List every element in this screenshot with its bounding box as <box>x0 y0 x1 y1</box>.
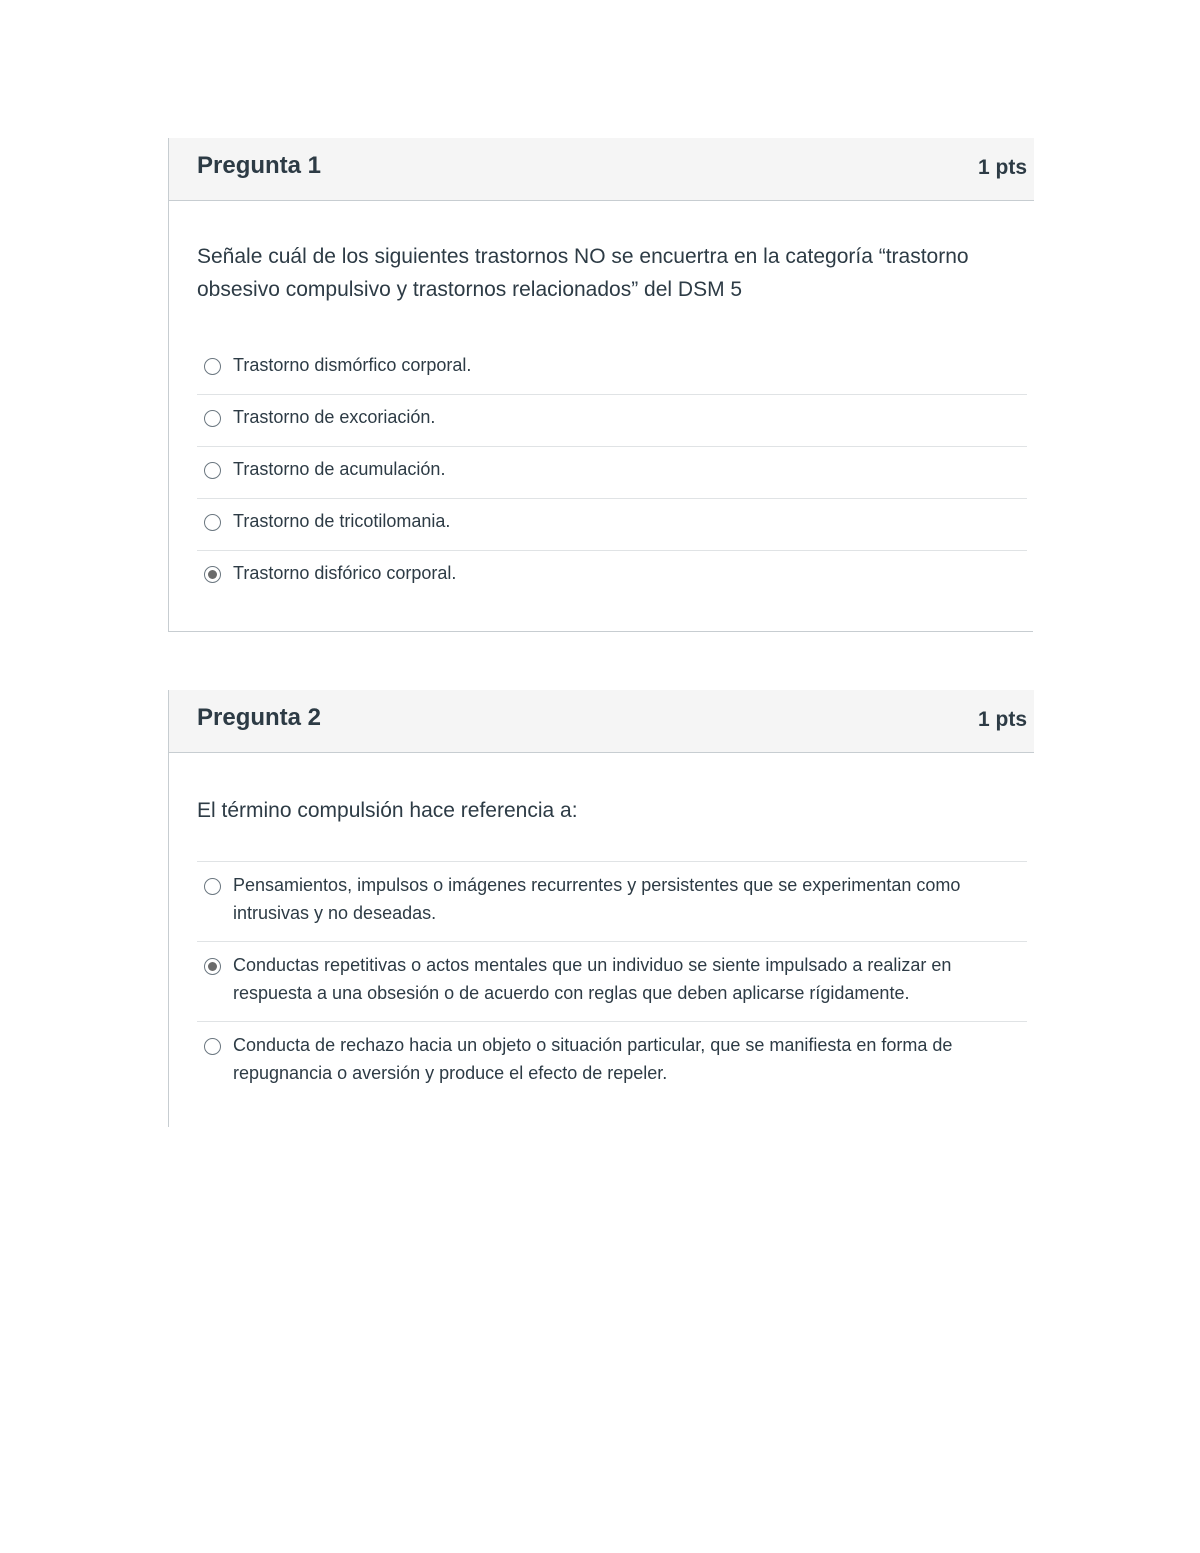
answer-option[interactable] <box>197 498 1027 550</box>
answer-list <box>197 343 1027 602</box>
answer-label: Trastorno de acumulación. <box>233 459 446 479</box>
radio-button[interactable] <box>204 410 221 427</box>
answer-label: Trastorno disfórico corporal. <box>233 563 457 583</box>
answer-option[interactable] <box>197 446 1027 498</box>
question-header <box>169 690 1034 753</box>
question-points: 1 pts <box>977 156 1027 179</box>
radio-button[interactable] <box>204 358 221 375</box>
answer-option[interactable] <box>197 394 1027 446</box>
answer-option[interactable] <box>197 550 1027 602</box>
answer-list <box>197 861 1027 1101</box>
question-text: Señale cuál de los siguientes trastornos NO se encuertra en la categoría “trastorno obsesivo compulsivo y trastornos relacionados” del DSM 5 <box>197 245 969 301</box>
radio-button[interactable] <box>204 462 221 479</box>
answer-option[interactable] <box>197 343 1027 394</box>
answer-label: Trastorno dismórfico corporal. <box>233 355 472 375</box>
radio-button[interactable] <box>204 566 221 583</box>
answer-option[interactable] <box>197 1021 1027 1101</box>
question-title: Pregunta 2 <box>197 704 322 731</box>
radio-button[interactable] <box>204 514 221 531</box>
radio-button[interactable] <box>204 878 221 895</box>
question-title: Pregunta 1 <box>197 152 322 179</box>
answer-label: Pensamientos, impulsos o imágenes recurrentes y persistentes que se experimentan como intrusivas y no deseadas. <box>233 875 961 923</box>
question-points: 1 pts <box>977 708 1027 731</box>
radio-button[interactable] <box>204 958 221 975</box>
question-1 <box>168 138 1033 632</box>
radio-button[interactable] <box>204 1038 221 1055</box>
question-header <box>169 138 1034 201</box>
answer-label: Trastorno de excoriación. <box>233 407 436 427</box>
question-2 <box>168 690 1033 1127</box>
question-text: El término compulsión hace referencia a: <box>197 799 578 822</box>
answer-label: Conducta de rechazo hacia un objeto o situación particular, que se manifiesta en forma de repugnancia o aversión y produce el efecto de repeler. <box>233 1035 953 1083</box>
answer-option[interactable] <box>197 941 1027 1021</box>
answer-option[interactable] <box>197 861 1027 941</box>
answer-label: Conductas repetitivas o actos mentales que un individuo se siente impulsado a realizar en respuesta a una obsesión o de acuerdo con reglas que deben aplicarse rígidamente. <box>233 955 952 1003</box>
answer-label: Trastorno de tricotilomania. <box>233 511 451 531</box>
